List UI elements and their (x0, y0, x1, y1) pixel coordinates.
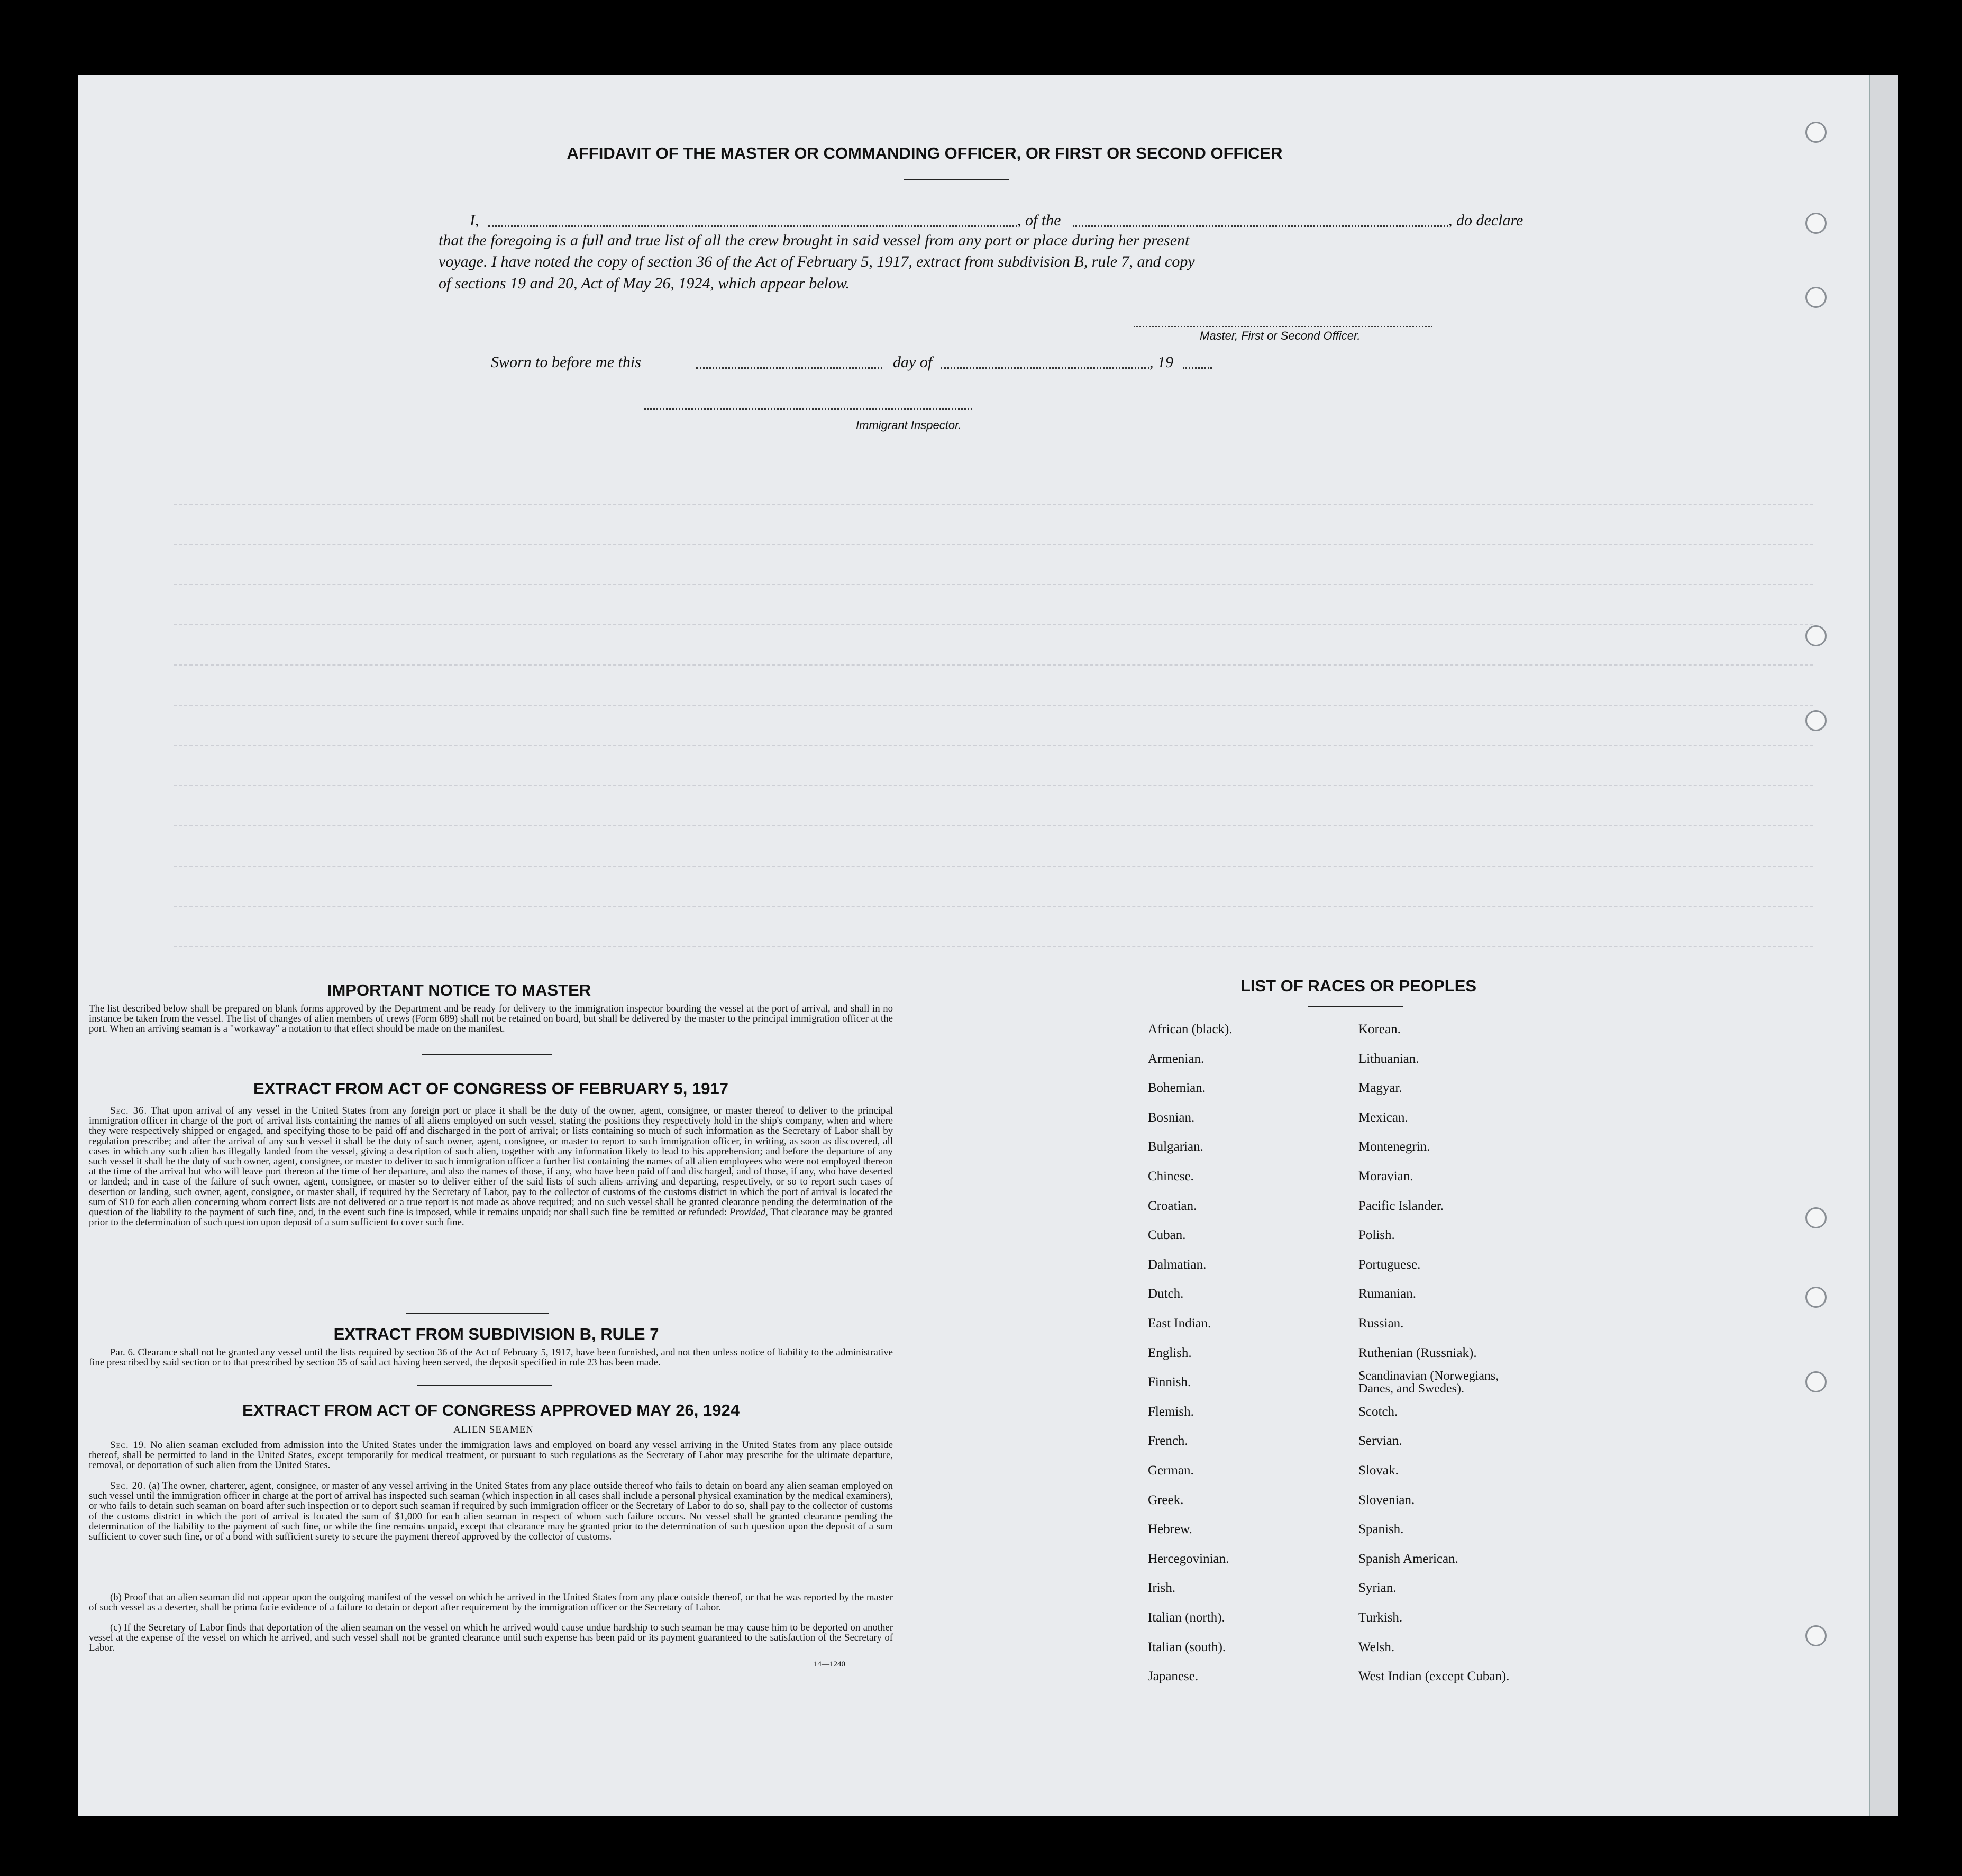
sworn-month-blank[interactable] (941, 367, 1149, 369)
race-item: Portuguese. (1358, 1257, 1421, 1272)
sec20b-text (89, 1592, 893, 1613)
race-item: French. (1148, 1434, 1188, 1449)
race-item: Armenian. (1148, 1051, 1204, 1066)
affidavit-body-line1: that the foregoing is a full and true list of all the crew brought in said vessel from any port or place during her present (439, 232, 1190, 249)
race-item: Scandinavian (Norwegians, Danes, and Swedes). (1358, 1369, 1499, 1396)
divider (406, 1313, 549, 1314)
affidavit-body-line2: voyage. I have noted the copy of section 36 of the Act of February 5, 1917, extract from subdivision B, rule 7, and copy (439, 253, 1195, 270)
race-item: Spanish American. (1358, 1551, 1458, 1566)
divider (417, 1385, 552, 1386)
extract-rule7-text (89, 1347, 893, 1368)
sec20a-body: (a) The owner, charterer, agent, consignee, or master of any vessel arriving in the United States from any place outside thereof who fails to detain on board any alien seaman employed on such vessel until the immigration officer in charge at the port of arrival has inspected such seaman (which inspection in all cases shall include a personal physical examination by the medical examiners), or who fails to detain such seaman on board after such inspection or to deport such seaman if required by such immigration officer or the Secretary of Labor to do so, shall pay to the collector of customs of the customs district in which the port of arrival is located the sum of $1,000 for each alien seaman in respect of whom such failure occurs. No vessel shall be granted clearance pending the determination of the liability to the payment of such fine, or while the fine remains unpaid, except that clearance may be granted prior to the determination of such question upon the deposit of a sum sufficient to cover such fine, or of a bond with sufficient surety to secure the payment thereof approved by the collector of customs. (89, 1480, 893, 1543)
race-item: Scotch. (1358, 1404, 1398, 1419)
race-item: Ruthenian (Russniak). (1358, 1345, 1477, 1360)
page-edge (1869, 75, 1898, 1816)
sworn-year-blank[interactable] (1183, 367, 1212, 369)
affidavit-title: AFFIDAVIT OF THE MASTER OR COMMANDING OFFICER, OR FIRST OR SECOND OFFICER (567, 144, 1283, 162)
punch-hole (1805, 1371, 1827, 1392)
sworn-year: , 19 (1149, 353, 1173, 371)
race-item: Welsh. (1358, 1640, 1395, 1654)
vessel-blank[interactable] (1073, 225, 1448, 227)
race-item: Cuban. (1148, 1228, 1186, 1243)
sec36-text: That upon arrival of any vessel in the United States from any foreign port or place it shall be the duty of the owner, agent, consignee, or master thereof to deliver to the principal immigration officer in charge of the port of arrival lists containing the names of all aliens employed on such vessel, stating the positions they respectively hold in the ship's company, when and where they were respectively shipped or engaged, and specifying those to be paid off and discharged in the port of arrival; or lists containing so much of such information as the Secretary of Labor shall by regulation prescribe; and after the arrival of any such vessel it shall be the duty of such owner, agent, consignee, or master to report to such immigration officer, in writing, as soon as discovered, all cases in which any such alien has illegally landed from the vessel, giving a description of such alien, together with any information likely to lead to his apprehension; and before the departure of any such vessel it shall be the duty of such owner, agent, consignee, or master to deliver to such immigration officer a further list containing the names of all alien employees who were not employed thereon at the time of the arrival but who will leave port thereon at the time of her departure, and also the names of those, if any, who have been paid off and discharged, and of those, if any, who have deserted or landed; and in case of the failure of such owner, agent, consignee, or master so to deliver either of the said lists of such aliens arriving and departing, respectively, or so to report such cases of desertion or landing, such owner, agent, consignee, or master shall, if required by the Secretary of Labor, pay to the collector of customs of the customs district in which the port of arrival is located the sum of $10 for each alien concerning whom correct lists are not delivered or a true report is not made as above required; and no such vessel shall be granted clearance pending the determination of the question of the liability to the payment of such fine, and, in the event such fine is imposed, while it remains unpaid; nor shall such fine be remitted or refunded: (89, 1105, 893, 1218)
divider (422, 1054, 552, 1055)
sec19-label: Sec. 19. (110, 1440, 147, 1451)
affidavit-body-line3: of sections 19 and 20, Act of May 26, 1924, which appear below. (439, 275, 850, 292)
extract-rule7-title: EXTRACT FROM SUBDIVISION B, RULE 7 (333, 1325, 659, 1343)
notice-text: The list described below shall be prepared on blank forms approved by the Department and be ready for delivery to the immigration inspector boarding the vessel at the port of arrival, and shall in no instance be taken from the vessel. The list of changes of alien members of crews (Form 689) shall not be retained on board, but shall be delivered by the master to the principal immigration officer at the port. When an arriving seaman is a "workaway" a notation to that effect should be made on the manifest. (89, 1003, 893, 1035)
inspector-signature-blank[interactable] (644, 408, 972, 410)
race-item: Irish. (1148, 1581, 1176, 1596)
notice-title: IMPORTANT NOTICE TO MASTER (327, 981, 591, 999)
sec19-body: No alien seaman excluded from admission into the United States under the immigration laws and employed on board any vessel arriving in the United States from any place outside thereof, shall be permitted to land in the United States, except temporarily for medical treatment, or pursuant to such regulations as the Secretary of Labor may prescribe for the ultimate departure, removal, or deportation of such alien from the United States. (89, 1440, 893, 1471)
provided-word: Provided, (729, 1207, 768, 1218)
race-item: East Indian. (1148, 1316, 1211, 1331)
race-item: Korean. (1358, 1022, 1401, 1036)
declare-do-declare: , do declare (1448, 212, 1523, 229)
punch-hole (1805, 1287, 1827, 1308)
race-item: Moravian. (1358, 1169, 1413, 1183)
race-item: Bosnian. (1148, 1110, 1195, 1125)
sec20-label: Sec. 20. (110, 1480, 147, 1491)
race-item: Rumanian. (1358, 1287, 1417, 1301)
race-item: Hercegovinian. (1148, 1551, 1229, 1566)
sec20b-body: (b) Proof that an alien seaman did not appear upon the outgoing manifest of the vessel on which he arrived in the United States from any place outside thereof, or that he was reported by the master of such vessel as a deserter, shall be prima facie evidence of a failure to detain or deport after requirement by the immigration officer or the Secretary of Labor. (89, 1592, 893, 1614)
signature-label: Master, First or Second Officer. (1200, 329, 1361, 342)
sworn-prefix: Sworn to before me this (491, 353, 641, 371)
race-item: Polish. (1358, 1228, 1395, 1243)
race-item: Lithuanian. (1358, 1051, 1419, 1066)
sworn-day-of: day of (893, 353, 933, 371)
race-item: Syrian. (1358, 1581, 1397, 1596)
declare-i: I, (470, 212, 479, 229)
race-item: Bulgarian. (1148, 1140, 1203, 1154)
name-blank[interactable] (488, 225, 1017, 227)
sec36-text-end: That clearance may be granted prior to the determination of such question upon deposit of a sum sufficient to cover such fine. (89, 1207, 893, 1228)
punch-hole (1805, 710, 1827, 731)
sec20a-text (89, 1481, 893, 1542)
race-item: Flemish. (1148, 1404, 1194, 1419)
race-item: German. (1148, 1463, 1194, 1478)
race-item: Hebrew. (1148, 1522, 1192, 1537)
race-item: African (black). (1148, 1022, 1233, 1036)
declare-of-the: , of the (1017, 212, 1061, 229)
race-item: Italian (south). (1148, 1640, 1226, 1654)
title-underline (904, 179, 1009, 180)
race-item: Italian (north). (1148, 1610, 1225, 1625)
alien-seamen-subtitle: ALIEN SEAMEN (453, 1424, 534, 1435)
manifest-page (78, 75, 1898, 1816)
extract-1917-title: EXTRACT FROM ACT OF CONGRESS OF FEBRUARY 5, 1917 (253, 1079, 728, 1098)
extract-1917-text (89, 1106, 893, 1227)
race-item: Pacific Islander. (1358, 1198, 1444, 1213)
race-item: English. (1148, 1345, 1192, 1360)
race-item: Mexican. (1358, 1110, 1408, 1125)
race-item: Montenegrin. (1358, 1140, 1430, 1154)
race-item: Greek. (1148, 1492, 1184, 1507)
race-item: Dalmatian. (1148, 1257, 1207, 1272)
extract-1924-title: EXTRACT FROM ACT OF CONGRESS APPROVED MAY 26, 1924 (242, 1401, 740, 1419)
race-item: Magyar. (1358, 1081, 1402, 1096)
inspector-label: Immigrant Inspector. (856, 418, 962, 432)
punch-hole (1805, 1207, 1827, 1228)
punch-hole (1805, 213, 1827, 234)
sec20c-text (89, 1623, 893, 1653)
punch-hole (1805, 287, 1827, 308)
race-item: Slovenian. (1358, 1492, 1415, 1507)
sworn-day-blank[interactable] (696, 367, 882, 369)
race-item: Finnish. (1148, 1375, 1191, 1390)
punch-hole (1805, 625, 1827, 646)
race-item: Slovak. (1358, 1463, 1399, 1478)
race-item: Turkish. (1358, 1610, 1403, 1625)
races-title: LIST OF RACES OR PEOPLES (1240, 977, 1477, 995)
race-item: Spanish. (1358, 1522, 1404, 1537)
race-item: Japanese. (1148, 1669, 1199, 1684)
sec19-text (89, 1440, 893, 1471)
race-item: Servian. (1358, 1434, 1402, 1449)
signature-blank[interactable] (1134, 326, 1432, 327)
race-item: Croatian. (1148, 1198, 1197, 1213)
form-number: 14—1240 (814, 1660, 845, 1669)
race-item: Bohemian. (1148, 1081, 1206, 1096)
race-item: Chinese. (1148, 1169, 1194, 1183)
race-item: West Indian (except Cuban). (1358, 1669, 1510, 1684)
race-item: Russian. (1358, 1316, 1404, 1331)
rule7-text: Par. 6. Clearance shall not be granted any vessel until the lists required by section 36 of the Act of February 5, 1917, have been furnished, and not then unless notice of liability to the administrative fine prescribed by said section or to that prescribed by section 35 of said act having been served, the deposit specified in rule 23 has been made. (89, 1347, 893, 1369)
sec36-label: Sec. 36. (110, 1105, 148, 1116)
punch-hole (1805, 1625, 1827, 1646)
race-item: Dutch. (1148, 1287, 1184, 1301)
divider (1308, 1006, 1403, 1007)
sec20c-body: (c) If the Secretary of Labor finds that deportation of the alien seaman on the vessel on which he arrived would cause undue hardship to such seaman he may cause him to be deported on another vessel at the expense of the vessel on which he arrived, and such vessel shall not be granted clearance until such expense has been paid or its payment guaranteed to the satisfaction of the Secretary of Labor. (89, 1622, 893, 1654)
punch-hole (1805, 122, 1827, 143)
